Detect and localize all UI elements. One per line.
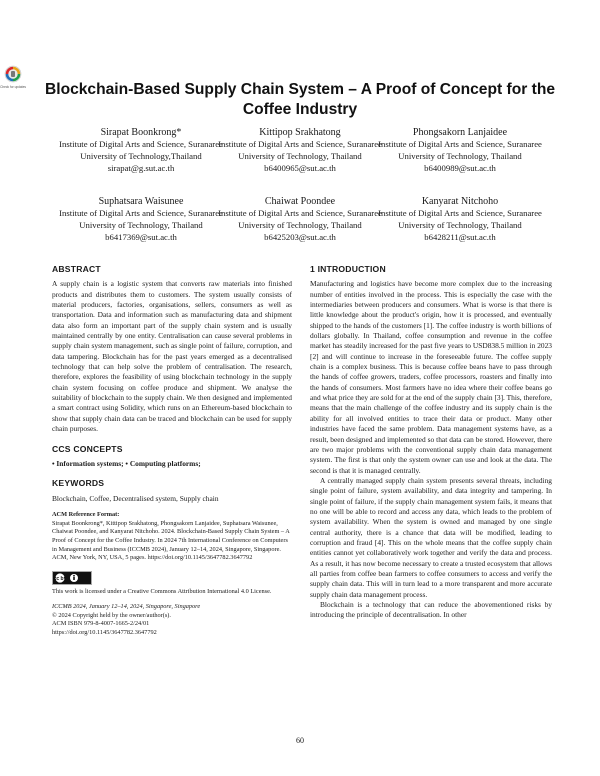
copyright-info: © 2024 Copyright held by the owner/author(s). (52, 611, 171, 619)
author-affiliation: Institute of Digital Arts and Science, Suranaree University of Technology, Thailand (378, 208, 542, 230)
ccs-concepts: • Information systems; • Computing platforms; (52, 458, 201, 468)
reference-format-heading: ACM Reference Format: (52, 510, 120, 518)
author-affiliation: Institute of Digital Arts and Science, Suranaree University of Technology, Thailand (59, 208, 223, 230)
author-email[interactable]: sirapat@g.sut.ac.th (107, 162, 175, 173)
author-affiliation: Institute of Digital Arts and Science, Suranaree University of Technology,Thailand (59, 139, 223, 161)
intro-paragraph: Blockchain is a technology that can reduce the abovementioned risks by introducing the principle of decentralisation. In other (310, 600, 552, 620)
author-name: Suphatsara Waisunee (98, 196, 184, 207)
check-for-updates-badge[interactable] (2, 64, 24, 94)
author-name: Phongsakorn Lanjaidee (412, 127, 508, 138)
author-block (375, 195, 545, 243)
intro-paragraph: Manufacturing and logistics have become more complex due to the increasing number of entities involved in the process. This is especially the case with the intermediaries between producers and consumers. What is worse is that there is little knowledge about the product's origin, how it is processed, and eventually shipped to the hands of the customers [1]. The coffee industry is worth billions of dollars globally. In Thailand, coffee consumption and revenue in the coffee market has steadily increased for the past five years to USD838.5 million in 2023 [2] and will continue to increase in the foreseeable future. The coffee supply chain is a complex business. This is because coffee beans have to pass through the hands of coffee growers, traders, coffee processors, roasters and finally into the hands of consumers. Most farmers have no idea where their coffee beans go and what price they are sold for at the end of the supply chain [3]. This, therefore, means that the main challenge of the coffee industry and its supply chain is the ability for all involved entities to trace their data or product. Many other industries have faced the same problem. Data management systems have, as a result, been designed and implemented so that data can be stored. However, there are two major problems with the conventional supply chain data management system. The first is that only the system owner can use and look at the data. The second is that it is managed centrally. (310, 279, 552, 475)
author-name: Sirapat Boonkrong* (100, 127, 182, 138)
author-block (375, 126, 545, 174)
author-block (56, 126, 226, 174)
author-block (215, 126, 385, 174)
paper-title: Blockchain-Based Supply Chain System – A Proof of Concept for the Coffee Industry (44, 81, 556, 118)
author-block (56, 195, 226, 243)
author-email[interactable]: b6428211@sut.ac.th (424, 231, 496, 242)
author-affiliation: Institute of Digital Arts and Science, Suranaree University of Technology, Thailand (218, 208, 382, 230)
badge-label: Check for updates (0, 85, 26, 89)
author-email[interactable]: b6417369@sut.ac.th (105, 231, 177, 242)
cc-badge-text: cc by (53, 576, 67, 583)
intro-paragraph: A centrally managed supply chain system presents several threats, including single point of failure, system availability, and data integrity and tampering. In single point of failure, if the supply chain management system fails, it means that no one will be able to record and access any data, which leads to the problem of system availability. When the system is owned and managed by one single central authority, there is a chance that data will be modified, leading to corruption and fraud [4]. This on the whole means that the coffee supply chain entities cannot yet collaboratively work together and verify the data and process. As a result, it has now become necessary to create a trusted ecosystem that allows all parties from coffee bean farmers to coffee consumers to access and verify the supply chain data. This will in turn lead to a more transparent and more accurate supply chain data management process. (310, 475, 552, 599)
author-email[interactable]: b6400965@sut.ac.th (264, 162, 336, 173)
left-column (52, 264, 292, 638)
author-affiliation: Institute of Digital Arts and Science, Suranaree University of Technology, Thailand (218, 139, 382, 161)
isbn-info: ACM ISBN 979-8-4007-1665-2/24/01 (52, 620, 150, 628)
keywords-text: Blockchain, Coffee, Decentralised system, Supply chain (52, 493, 219, 503)
right-column (310, 264, 552, 621)
page-number: 60 (296, 736, 304, 745)
conference-info: ICCMB 2024, January 12–14, 2024, Singapore, Singapore (52, 602, 201, 610)
ccs-heading: CCS CONCEPTS (52, 443, 123, 454)
cc-license-badge[interactable] (52, 571, 292, 585)
abstract-text: A supply chain is a logistic system that converts raw materials into finished products and distributes them to customers. The system usually consists of material producers, factories, organisations, sellers, consumers as well as transportation. Data and information such as manufacturing data and shipment data also form an important part of the supply chain system and is usually maintained centrally by one entity. Centralisation can cause several problems in supply chain system management, such as single point of failure, corruption, and data tampering. Blockchain has for the past years emerged as a decentralised technology that can help solve the problem of centralisation. The research, therefore, explores the feasibility of using blockchain technology in the supply chain system focusing on coffee produce and shipment. We analyse the suitability of blockchain to the supply chain. We then designed and implemented a smart contract using Solidity, which runs on an Ethereum-based blockchain to show that supply chain data can be traced and blockchain can be used for supply chain purposes. (52, 279, 292, 434)
author-email[interactable]: b6425203@sut.ac.th (264, 231, 336, 242)
doi-link[interactable]: https://doi.org/10.1145/3647782.3647792 (52, 628, 157, 636)
author-email[interactable]: b6400989@sut.ac.th (424, 162, 496, 173)
license-text: This work is licensed under a Creative Commons Attribution International 4.0 License. (52, 588, 272, 596)
author-name: Chaiwat Poondee (264, 196, 336, 207)
intro-heading: 1 INTRODUCTION (310, 264, 386, 274)
author-name: Kanyarat Nitchoho (421, 196, 499, 207)
author-block (215, 195, 385, 243)
abstract-heading: ABSTRACT (52, 264, 101, 274)
reference-format-text: Sirapat Boonkrong*, Kittipop Srakhatong, Phongsakorn Lanjaidee, Suphatsara Waisunee, Chaiwat Poondee, and Kanyarat Nitchoho. 2024. Blockchain-Based Supply Chain System – A Proof of Concept for the Coffee Industry. In 2024 7th International Conference on Computers in Management and Business (ICCMB 2024), January 12–14, 2024, Singapore, Singapore. ACM, New York, NY, USA, 5 pages. https://doi.org/10.1145/3647782.3647792 (52, 519, 290, 562)
author-affiliation: Institute of Digital Arts and Science, Suranaree University of Technology, Thailand (378, 139, 542, 161)
keywords-heading: KEYWORDS (52, 478, 105, 489)
author-name: Kittipop Srakhatong (259, 127, 341, 138)
